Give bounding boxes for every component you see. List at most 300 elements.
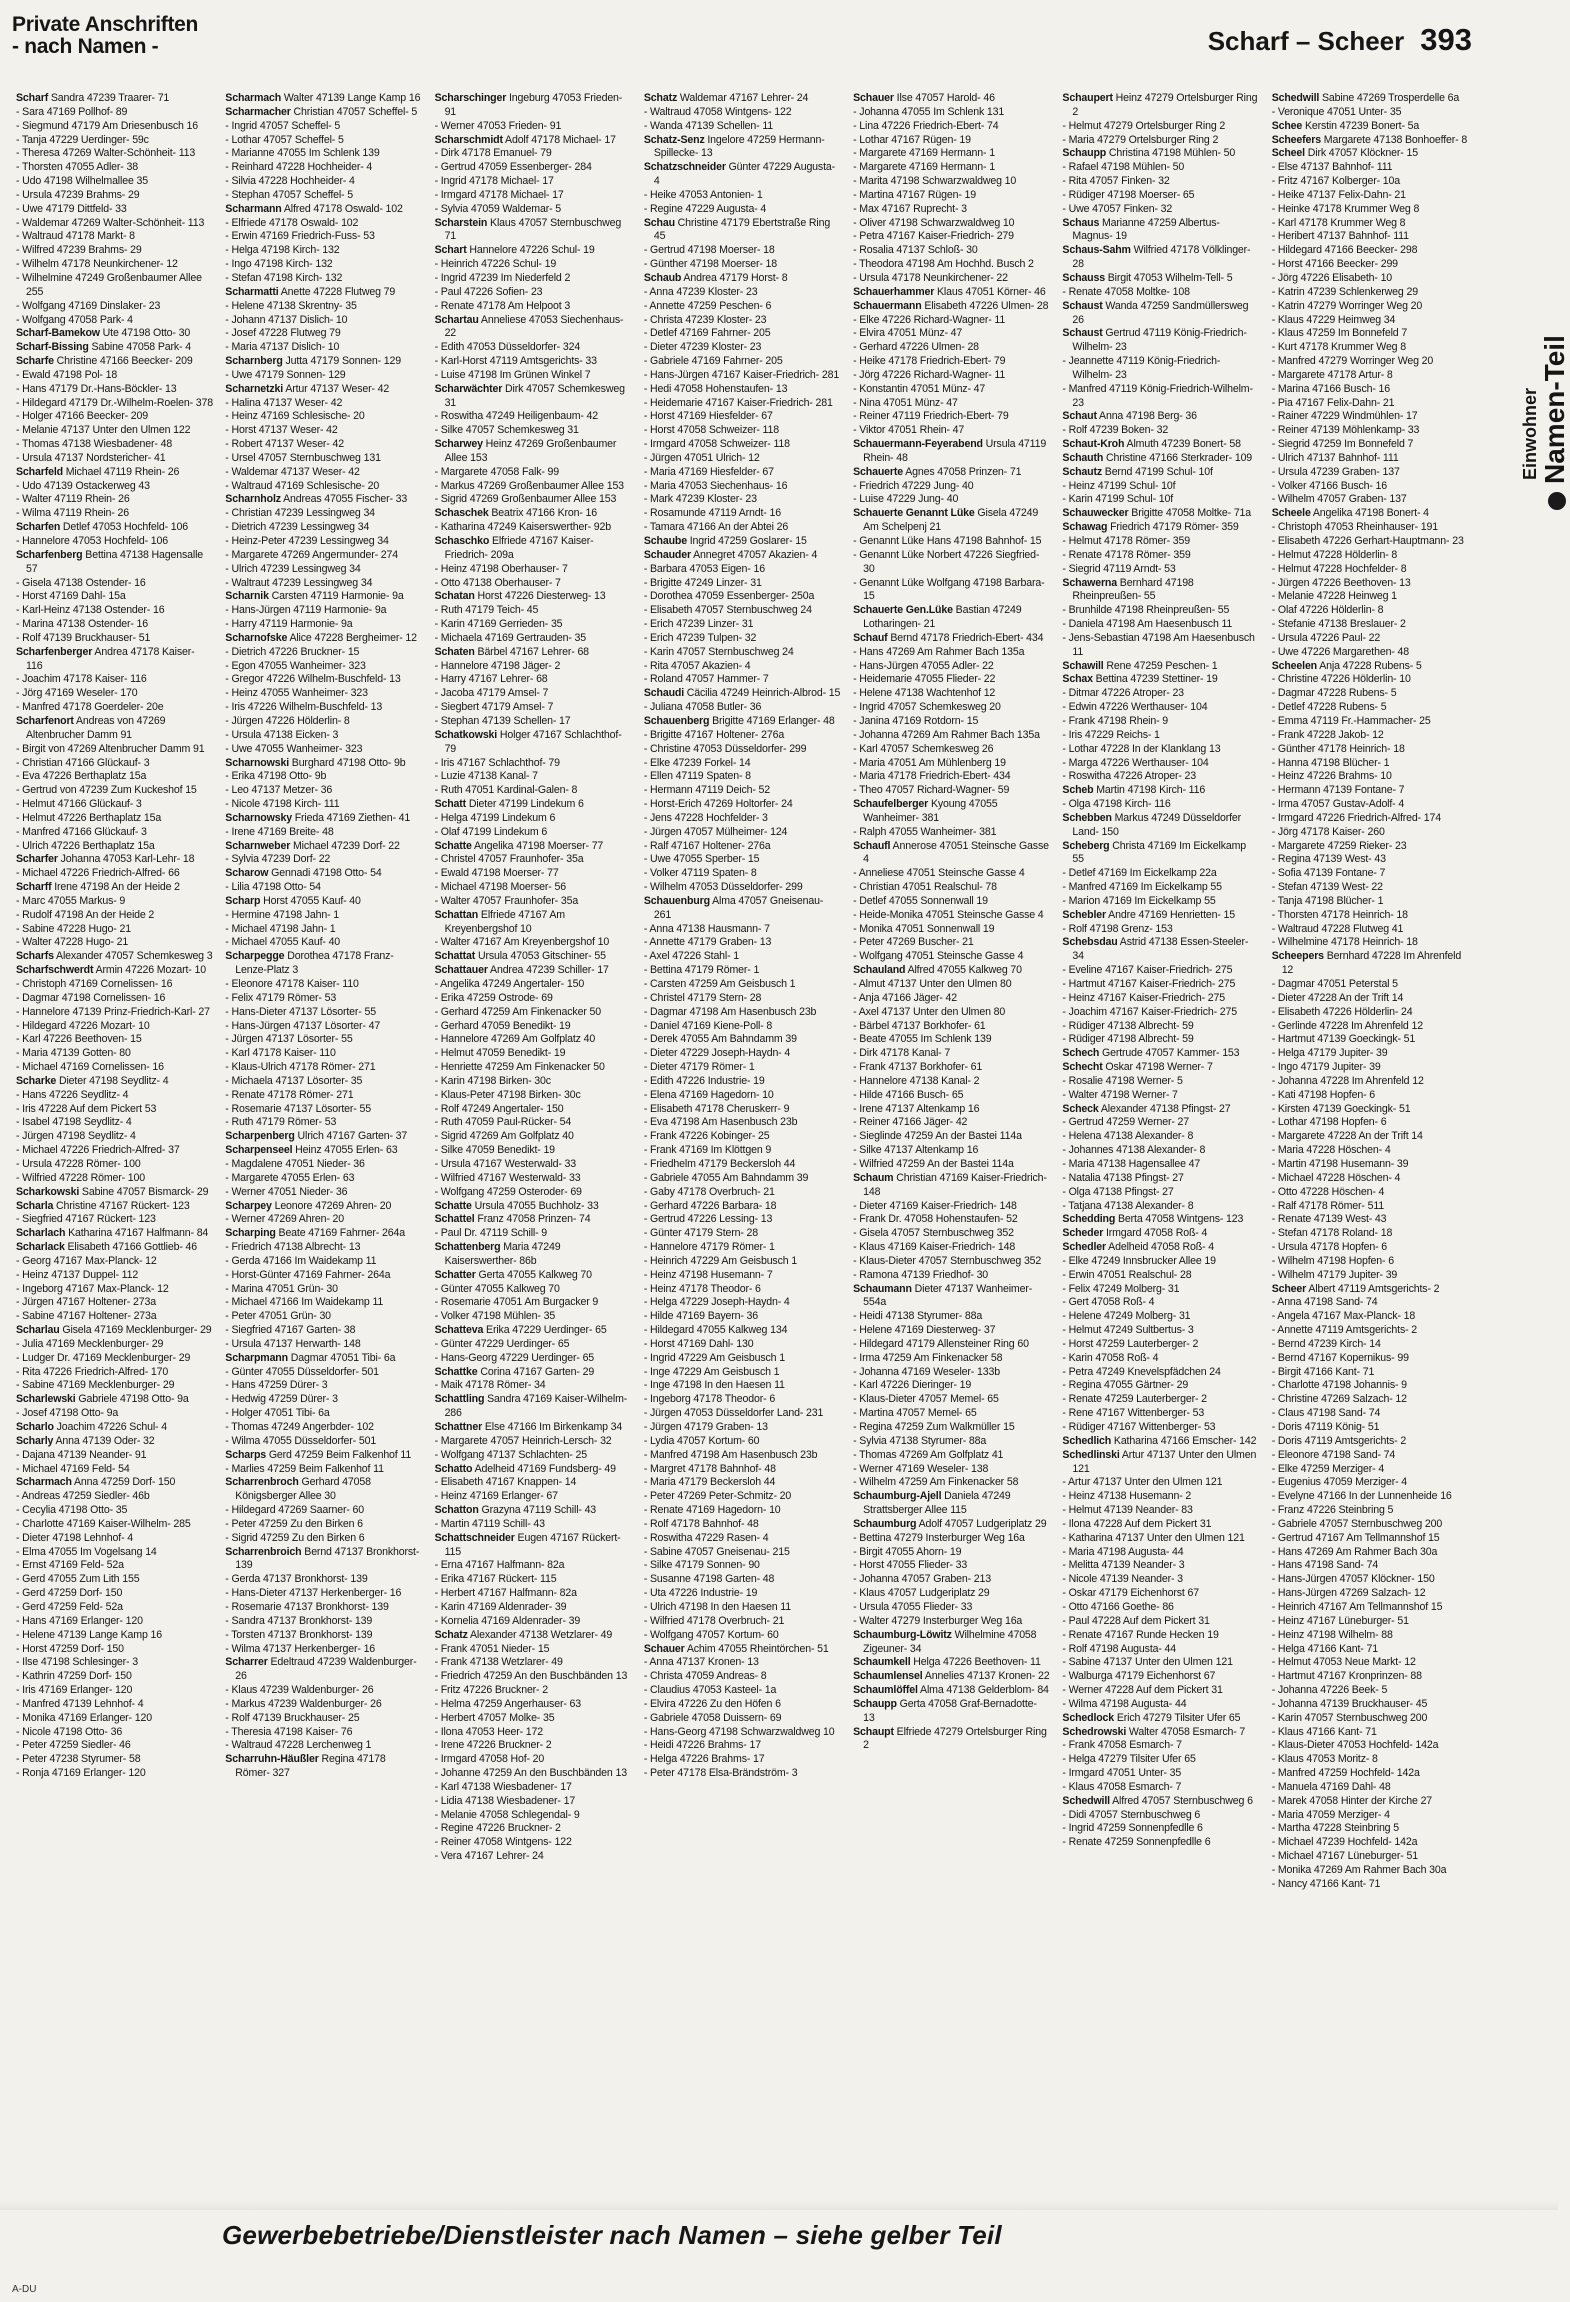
entry-details: - Margarete 47269 Angermunder- 274 — [225, 548, 399, 561]
entry-details: - Hans-Jürgen 47167 Kaiser-Friedrich- 281 — [643, 368, 840, 381]
directory-entry — [644, 1213, 841, 1227]
entry-details: - Joachim 47167 Kaiser-Friedrich- 275 — [1062, 1005, 1238, 1018]
entry-details: - Waltraut 47239 Lessingweg 34 — [225, 576, 373, 589]
entry-details: - Beate 47055 Im Schlenk 139 — [853, 1033, 992, 1046]
directory-entry — [1062, 1726, 1259, 1740]
directory-entry — [644, 1227, 841, 1241]
entry-details: - Heidi 47226 Brahms- 17 — [643, 1739, 761, 1752]
entry-details: Joachim 47226 Schul- 4 — [53, 1421, 167, 1433]
entry-details: - Horst-Erich 47269 Holtorfer- 24 — [643, 798, 793, 811]
entry-surname: Schaupert — [1062, 92, 1113, 104]
directory-entry — [644, 355, 841, 369]
entry-details: - Irmgard 47226 Friedrich-Alfred- 174 — [1271, 811, 1442, 824]
entry-surname: Schaus — [1062, 216, 1100, 229]
entry-details: - Rolf 47178 Bahnhof- 48 — [643, 1517, 759, 1530]
directory-entry — [16, 1601, 213, 1615]
entry-details: - Tanja 47198 Blücher- 1 — [1271, 894, 1384, 907]
directory-entry — [16, 1656, 213, 1670]
directory-entry — [225, 438, 422, 452]
entry-surname: Schattan — [434, 908, 479, 921]
entry-details: - Günther 47198 Moerser- 18 — [643, 258, 777, 271]
directory-entry — [1272, 812, 1469, 826]
entry-details: - Johanna 47228 Im Ahrenfeld 12 — [1271, 1074, 1424, 1087]
directory-entry — [225, 549, 422, 563]
directory-entry — [225, 120, 422, 134]
directory-entry — [225, 1449, 422, 1463]
entry-details: - Stefanie 47138 Breslauer- 2 — [1271, 618, 1406, 631]
directory-entry — [225, 1601, 422, 1615]
entry-details: - Manfred 47198 Am Hasenbusch 23b — [643, 1448, 818, 1461]
entry-details: - Waldemar 47137 Weser- 42 — [225, 465, 360, 478]
directory-entry — [16, 909, 213, 923]
directory-entry — [1062, 1781, 1259, 1795]
entry-details: - Margret 47178 Bahnhof- 48 — [643, 1462, 776, 1475]
directory-entry — [1272, 701, 1469, 715]
directory-entry — [853, 217, 1050, 231]
entry-details: - Christian 47051 Realschul- 78 — [853, 881, 997, 894]
entry-details: - Helene 47138 Wachtenhof 12 — [853, 687, 996, 700]
directory-entry — [435, 1463, 632, 1477]
entry-details: - Wilhelm 47198 Hopfen- 6 — [1271, 1254, 1394, 1267]
directory-entry — [1062, 632, 1259, 660]
entry-details: - Maria 47139 Gotten- 80 — [16, 1047, 131, 1060]
entry-details: - Regina 47259 Zum Walkmüller 15 — [853, 1421, 1015, 1433]
entry-details: Alexander 47138 Pfingst- 27 — [1098, 1102, 1231, 1115]
entry-surname: Scharping — [225, 1227, 276, 1240]
directory-entry — [853, 1047, 1050, 1061]
directory-entry — [644, 577, 841, 591]
directory-entry — [225, 1421, 422, 1435]
entry-details: - Hannelore 47269 Am Golfplatz 40 — [434, 1033, 596, 1046]
directory-entry — [644, 1573, 841, 1587]
entry-surname: Scharpey — [225, 1199, 272, 1212]
directory-entry — [1062, 327, 1259, 355]
entry-surname: Schedwill — [1062, 1794, 1110, 1807]
entry-surname: Schedlich — [1062, 1434, 1112, 1447]
entry-details: - Sigrid 47269 Am Golfplatz 40 — [434, 1130, 574, 1143]
directory-entry — [225, 535, 422, 549]
entry-details: Andreas 47055 Fischer- 33 — [280, 493, 408, 506]
entry-details: - Werner 47051 Nieder- 36 — [225, 1185, 348, 1198]
directory-entry — [16, 480, 213, 494]
entry-details: - Otto 47166 Goethe- 86 — [1062, 1600, 1174, 1613]
directory-entry — [644, 1753, 841, 1767]
entry-details: - Didi 47057 Sternbuschweg 6 — [1062, 1808, 1201, 1821]
entry-details: Elfriede 47167 Am Kreyenbergshof 10 — [444, 908, 565, 935]
entry-details: - Maria 47059 Merziger- 4 — [1271, 1808, 1390, 1821]
entry-surname: Scharlewski — [16, 1393, 76, 1406]
directory-entry — [853, 1379, 1050, 1393]
directory-entry — [1272, 992, 1469, 1006]
entry-details: Birgit 47053 Wilhelm-Tell- 5 — [1104, 271, 1233, 284]
entry-details: - Jeannette 47119 König-Friedrich-Wilhelm- 23 — [1062, 355, 1221, 381]
directory-entry — [225, 646, 422, 660]
entry-details: - Peter 47259 Zu den Birken 6 — [225, 1517, 363, 1530]
directory-entry — [16, 300, 213, 314]
entry-details: - Ingrid 47057 Schemkesweg 20 — [853, 701, 1001, 714]
directory-entry — [644, 673, 841, 687]
directory-entry — [1062, 1172, 1259, 1186]
entry-surname: Scharkowski — [16, 1185, 80, 1198]
directory-entry — [1062, 577, 1259, 605]
directory-entry — [853, 147, 1050, 161]
entry-details: Beate 47169 Fahrner- 264a — [275, 1227, 405, 1240]
directory-entry — [644, 1296, 841, 1310]
directory-entry — [853, 424, 1050, 438]
entry-details: - Fritz 47226 Bruckner- 2 — [434, 1684, 548, 1697]
entry-details: - Klaus 47053 Moritz- 8 — [1271, 1753, 1378, 1766]
entry-surname: Schatteva — [434, 1324, 484, 1337]
directory-entry — [1272, 300, 1469, 314]
entry-details: - Renate 47178 Am Helpoot 3 — [434, 299, 571, 312]
entry-details: - Ulrich 47137 Bahnhof- 111 — [1271, 451, 1399, 464]
entry-details: - Ingrid 47259 Sonnenpfedlle 6 — [1062, 1822, 1203, 1835]
directory-entry — [225, 1296, 422, 1310]
entry-surname: Schaschek — [434, 507, 489, 520]
entry-details: - Günter 47179 Stern- 28 — [643, 1227, 759, 1240]
entry-details: - Iris 47226 Wilhelm-Buschfeld- 13 — [225, 701, 383, 714]
entry-details: - Janina 47169 Rotdorn- 15 — [853, 714, 979, 727]
directory-entry — [644, 1047, 841, 1061]
entry-details: - Detlef 47169 Fahrner- 205 — [643, 327, 771, 340]
directory-entry — [16, 604, 213, 618]
directory-entry — [644, 604, 841, 618]
directory-entry — [435, 1643, 632, 1657]
directory-entry — [853, 729, 1050, 743]
directory-entry — [435, 480, 632, 494]
entry-details: - Nicole 47139 Neander- 3 — [1062, 1573, 1183, 1586]
entry-details: - Helga 47199 Lindekum 6 — [434, 811, 556, 824]
directory-entry — [853, 493, 1050, 507]
directory-entry — [644, 480, 841, 494]
directory-entry — [1272, 1449, 1469, 1463]
directory-entry — [644, 1656, 841, 1670]
entry-details: - Inge 47229 Am Geisbusch 1 — [643, 1365, 780, 1378]
directory-entry — [644, 563, 841, 577]
entry-surname: Scharschinger — [434, 92, 507, 104]
entry-details: - Hans 47226 Seydlitz- 4 — [16, 1088, 129, 1101]
entry-details: - Genannt Lüke Norbert 47226 Siegfried- 30 — [853, 548, 1040, 575]
directory-entry — [1062, 812, 1259, 840]
entry-details: Artur 47137 Weser- 42 — [283, 382, 390, 395]
entry-details: - Lidia 47138 Wiesbadener- 17 — [434, 1794, 576, 1807]
directory-entry — [1062, 466, 1259, 480]
entry-surname: Scharly — [16, 1434, 54, 1447]
directory-entry — [1062, 1310, 1259, 1324]
entry-details: - Paul 47226 Sofien- 23 — [434, 285, 543, 298]
header-title: Private Anschriften — [12, 13, 199, 36]
entry-details: - Else 47137 Bahnhof- 111 — [1271, 161, 1393, 174]
entry-details: - Margarete 47055 Erlen- 63 — [225, 1171, 355, 1184]
entry-details: - Wanda 47139 Schellen- 11 — [643, 119, 774, 132]
entry-details: - Jürgen 47053 Düsseldorfer Land- 231 — [643, 1407, 824, 1420]
directory-entry — [225, 563, 422, 577]
directory-entry — [644, 978, 841, 992]
entry-details: - Hans 47198 Sand- 74 — [1271, 1559, 1379, 1572]
entry-surname: Schedlinski — [1062, 1448, 1120, 1461]
directory-entry — [225, 1684, 422, 1698]
directory-entry — [853, 1200, 1050, 1214]
directory-entry — [644, 369, 841, 383]
directory-entry — [1062, 881, 1259, 895]
directory-entry — [16, 1435, 213, 1449]
entry-details: - Sara 47169 Pollhof- 89 — [16, 105, 128, 118]
directory-entry — [16, 1144, 213, 1158]
directory-entry — [435, 715, 632, 729]
directory-entry — [1062, 521, 1259, 535]
entry-details: - Ursula 47137 Herwarth- 148 — [225, 1337, 361, 1350]
entry-surname: Schatkowski — [434, 728, 498, 741]
entry-details: - Helmut 47139 Neander- 83 — [1062, 1504, 1193, 1517]
entry-details: Alexander 47138 Wetzlarer- 49 — [467, 1628, 613, 1641]
entry-details: - Edwin 47226 Werthauser- 104 — [1062, 701, 1208, 714]
entry-surname: Scharrenbroich — [225, 1545, 302, 1558]
entry-details: - Wolfgang 47169 Dinslaker- 23 — [16, 299, 161, 312]
entry-details: - Manfred 47279 Worringer Weg 20 — [1271, 355, 1434, 368]
entry-details: - Rosamunde 47119 Arndt- 16 — [643, 507, 781, 520]
entry-details: - Irene 47169 Breite- 48 — [225, 825, 334, 838]
entry-details: - Annette 47259 Peschen- 6 — [643, 299, 772, 312]
directory-entry — [225, 770, 422, 784]
directory-entry — [644, 1684, 841, 1698]
entry-details: - Christel 47179 Stern- 28 — [643, 991, 762, 1004]
entry-details: - Susanne 47198 Garten- 48 — [643, 1573, 775, 1586]
entry-details: - Karin 47169 Gerrieden- 35 — [434, 618, 563, 631]
directory-entry — [853, 341, 1050, 355]
entry-details: - Irma 47259 Am Finkenacker 58 — [853, 1351, 1003, 1364]
directory-entry — [435, 286, 632, 300]
directory-entry — [16, 189, 213, 203]
entry-details: - Wilhelm 47179 Jupiter- 39 — [1271, 1268, 1398, 1281]
entry-details: - Daniela 47198 Am Haesenbusch 11 — [1062, 618, 1233, 631]
entry-surname: Schee — [1271, 119, 1303, 132]
entry-details: - Erika 47259 Ostrode- 69 — [434, 991, 553, 1004]
entry-details: - Kathrin 47259 Dorf- 150 — [16, 1670, 132, 1683]
page-number: 393 — [1420, 22, 1472, 57]
directory-entry — [16, 1476, 213, 1490]
directory-entry — [1062, 549, 1259, 563]
directory-entry — [225, 673, 422, 687]
directory-entry — [435, 590, 632, 604]
entry-details: Angelika 47198 Bonert- 4 — [1310, 507, 1429, 520]
entry-details: - Lothar 47228 In der Klanklang 13 — [1062, 742, 1221, 755]
entry-details: - Nicole 47198 Otto- 36 — [16, 1725, 123, 1738]
directory-entry — [225, 660, 422, 674]
entry-details: - Heinz 47169 Schlesische- 20 — [225, 410, 365, 423]
entry-details: - Rosemarie 47137 Bronkhorst- 139 — [225, 1600, 389, 1613]
directory-entry — [853, 978, 1050, 992]
directory-entry — [644, 1698, 841, 1712]
entry-details: - Eleonore 47198 Sand- 74 — [1271, 1448, 1396, 1461]
directory-entry — [435, 1656, 632, 1670]
entry-details: Sabine 47057 Bismarck- 29 — [79, 1185, 209, 1198]
entry-details: - Detlef 47055 Sonnenwall 19 — [853, 894, 988, 907]
entry-details: Gerd 47259 Beim Falkenhof 11 — [266, 1448, 412, 1461]
directory-entry — [1062, 978, 1259, 992]
directory-entry — [853, 715, 1050, 729]
directory-entry — [1272, 217, 1469, 231]
directory-entry — [1062, 604, 1259, 618]
entry-details: - Heidi 47138 Styrumer- 88a — [853, 1310, 983, 1323]
entry-details: Heinz 47055 Erlen- 63 — [292, 1144, 398, 1157]
entry-details: - Sigrid 47259 Zu den Birken 6 — [225, 1531, 365, 1544]
entry-details: - Christoph 47053 Rheinhauser- 191 — [1271, 521, 1438, 534]
directory-entry — [1062, 272, 1259, 286]
directory-entry — [853, 840, 1050, 868]
directory-entry — [16, 410, 213, 424]
directory-entry — [853, 507, 1050, 535]
entry-details: - Katrin 47279 Worringer Weg 20 — [1271, 299, 1423, 312]
directory-entry — [644, 867, 841, 881]
directory-entry — [1272, 1795, 1469, 1809]
entry-details: - Heinz 47138 Husemann- 2 — [1062, 1490, 1192, 1503]
directory-entry — [1272, 203, 1469, 217]
entry-details: - Georg 47167 Max-Planck- 12 — [16, 1254, 157, 1267]
directory-entry — [853, 1656, 1050, 1670]
directory-entry — [1272, 660, 1469, 674]
entry-surname: Scheder — [1062, 1227, 1104, 1240]
directory-entry — [1062, 1366, 1259, 1380]
entry-details: - Heinz 47055 Wanheimer- 323 — [225, 687, 368, 700]
directory-entry — [225, 1310, 422, 1324]
directory-entry — [1062, 1061, 1259, 1075]
entry-surname: Scharow — [225, 867, 269, 880]
entry-details: - Barbara 47053 Eigen- 16 — [643, 562, 765, 575]
entry-details: Dieter 47199 Lindekum 6 — [466, 798, 584, 811]
directory-entry — [225, 1726, 422, 1740]
directory-entry — [644, 660, 841, 674]
entry-details: - Monika 47169 Erlanger- 120 — [16, 1711, 152, 1724]
directory-entry — [16, 923, 213, 937]
directory-entry — [853, 1352, 1050, 1366]
directory-entry — [1272, 1670, 1469, 1684]
directory-entry — [16, 120, 213, 134]
entry-details: - Ursula 47178 Neunkirchener- 22 — [853, 271, 1008, 284]
directory-entry — [644, 1615, 841, 1629]
entry-details: - Kati 47198 Hopfen- 6 — [1271, 1088, 1375, 1101]
entry-details: - Derek 47055 Am Bahndamm 39 — [643, 1033, 797, 1046]
entry-details: - Maria 47279 Ortelsburger Ring 2 — [1062, 133, 1219, 146]
entry-surname: Schatan — [434, 590, 475, 603]
directory-entry — [853, 1006, 1050, 1020]
directory-entry — [1062, 1573, 1259, 1587]
entry-details: - Wilhelm 47259 Am Finkenacker 58 — [853, 1476, 1019, 1489]
entry-details: - Hans-Dieter 47137 Herkenberger- 16 — [225, 1587, 402, 1600]
entry-details: Wilhelmine 47058 Zigeuner- 34 — [863, 1628, 1037, 1655]
directory-entry — [435, 950, 632, 964]
entry-details: Sabine 47269 Trosperdelle 6a — [1319, 92, 1460, 104]
directory-entry — [1272, 1809, 1469, 1823]
entry-details: - Rudolf 47198 An der Heide 2 — [16, 908, 155, 921]
entry-details: - Olga 47198 Kirch- 116 — [1062, 798, 1171, 811]
entry-details: - Henriette 47259 Am Finkenacker 50 — [434, 1061, 605, 1074]
entry-details: Sandra 47239 Traarer- 71 — [48, 92, 170, 104]
entry-details: - Silke 47057 Schemkesweg 31 — [434, 424, 579, 437]
entry-details: - Evelyne 47166 In der Lunnenheide 16 — [1271, 1490, 1452, 1503]
entry-details: - Klaus 47259 Im Bonnefeld 7 — [1271, 327, 1408, 340]
entry-details: - Marek 47058 Hinter der Kirche 27 — [1271, 1794, 1433, 1807]
entry-details: - Hartmut 47167 Kaiser-Friedrich- 275 — [1062, 978, 1236, 990]
entry-details: - Ditmar 47226 Atroper- 23 — [1062, 687, 1184, 700]
entry-details: - Heike 47137 Felix-Dahn- 21 — [1271, 188, 1406, 201]
directory-entry — [853, 1629, 1050, 1657]
entry-details: - Melanie 47228 Heinweg 1 — [1271, 590, 1397, 603]
entry-details: Andrea 47178 Kaiser- 116 — [26, 645, 195, 672]
directory-entry — [225, 466, 422, 480]
directory-entry — [225, 743, 422, 757]
entry-details: - Renate 47259 Sonnenpfedlle 6 — [1062, 1836, 1211, 1849]
entry-details: Kerstin 47239 Bonert- 5a — [1302, 119, 1420, 132]
directory-entry — [644, 1158, 841, 1172]
directory-entry — [644, 258, 841, 272]
entry-details: - Maria 47051 Am Mühlenberg 19 — [853, 756, 1006, 769]
entry-details: - Hartmut 47167 Kronprinzen- 88 — [1271, 1670, 1422, 1683]
entry-details: - Rolf 47139 Bruckhauser- 51 — [16, 631, 151, 644]
directory-entry — [1062, 383, 1259, 411]
directory-entry — [435, 1532, 632, 1560]
directory-entry — [16, 424, 213, 438]
listing-column — [10, 92, 219, 2200]
directory-entry — [16, 1753, 213, 1767]
directory-entry — [16, 1047, 213, 1061]
directory-entry — [1062, 286, 1259, 300]
directory-entry — [435, 1089, 632, 1103]
entry-details: - Renate 47178 Römer- 271 — [225, 1088, 354, 1101]
entry-surname: Scharruhn-Häußler — [225, 1753, 319, 1766]
directory-entry — [853, 1684, 1050, 1698]
entry-details: - Walburga 47179 Eichenhorst 67 — [1062, 1670, 1216, 1683]
directory-entry — [16, 106, 213, 120]
directory-entry — [435, 1435, 632, 1449]
entry-details: Alexander 47057 Schemkesweg 3 — [53, 950, 213, 963]
directory-entry — [644, 1670, 841, 1684]
entry-details: - Robert 47137 Weser- 42 — [225, 438, 344, 451]
directory-entry — [435, 1061, 632, 1075]
entry-details: - Manuela 47169 Dahl- 48 — [1271, 1780, 1391, 1793]
entry-details: - Michael 47169 Cornelissen- 16 — [16, 1061, 164, 1074]
entry-details: - Johanna 47169 Weseler- 133b — [853, 1365, 1000, 1378]
directory-entry — [16, 1449, 213, 1463]
directory-entry — [1062, 424, 1259, 438]
directory-entry — [1272, 1435, 1469, 1449]
entry-details: Kyoung 47055 Wanheimer- 381 — [863, 798, 998, 824]
directory-entry — [225, 1061, 422, 1075]
directory-entry — [1272, 1227, 1469, 1241]
directory-entry — [1062, 507, 1259, 521]
directory-entry — [1272, 438, 1469, 452]
entry-surname: Scharfs — [16, 950, 54, 963]
entry-surname: Schatte — [434, 839, 472, 852]
directory-entry — [16, 1075, 213, 1089]
directory-entry — [1062, 300, 1259, 328]
directory-entry — [16, 687, 213, 701]
entry-details: - Konstantin 47051 Münz- 47 — [853, 382, 986, 395]
directory-entry — [16, 1393, 213, 1407]
directory-entry — [853, 964, 1050, 978]
directory-entry — [1062, 701, 1259, 715]
entry-details: - Kurt 47178 Krummer Weg 8 — [1271, 341, 1406, 354]
directory-entry — [225, 1739, 422, 1753]
directory-entry — [1272, 1006, 1469, 1020]
entry-details: - Josef 47228 Flutweg 79 — [225, 327, 341, 340]
entry-details: - Lydia 47057 Kortum- 60 — [643, 1434, 760, 1447]
entry-details: - Klaus 47229 Heimweg 34 — [1271, 313, 1396, 326]
directory-entry — [16, 1020, 213, 1034]
entry-details: - Maria 47178 Friedrich-Ebert- 434 — [853, 770, 1011, 783]
entry-surname: Schaumburg — [853, 1517, 917, 1530]
directory-entry — [16, 1366, 213, 1380]
entry-details: - Horst 47055 Flieder- 33 — [853, 1559, 968, 1572]
